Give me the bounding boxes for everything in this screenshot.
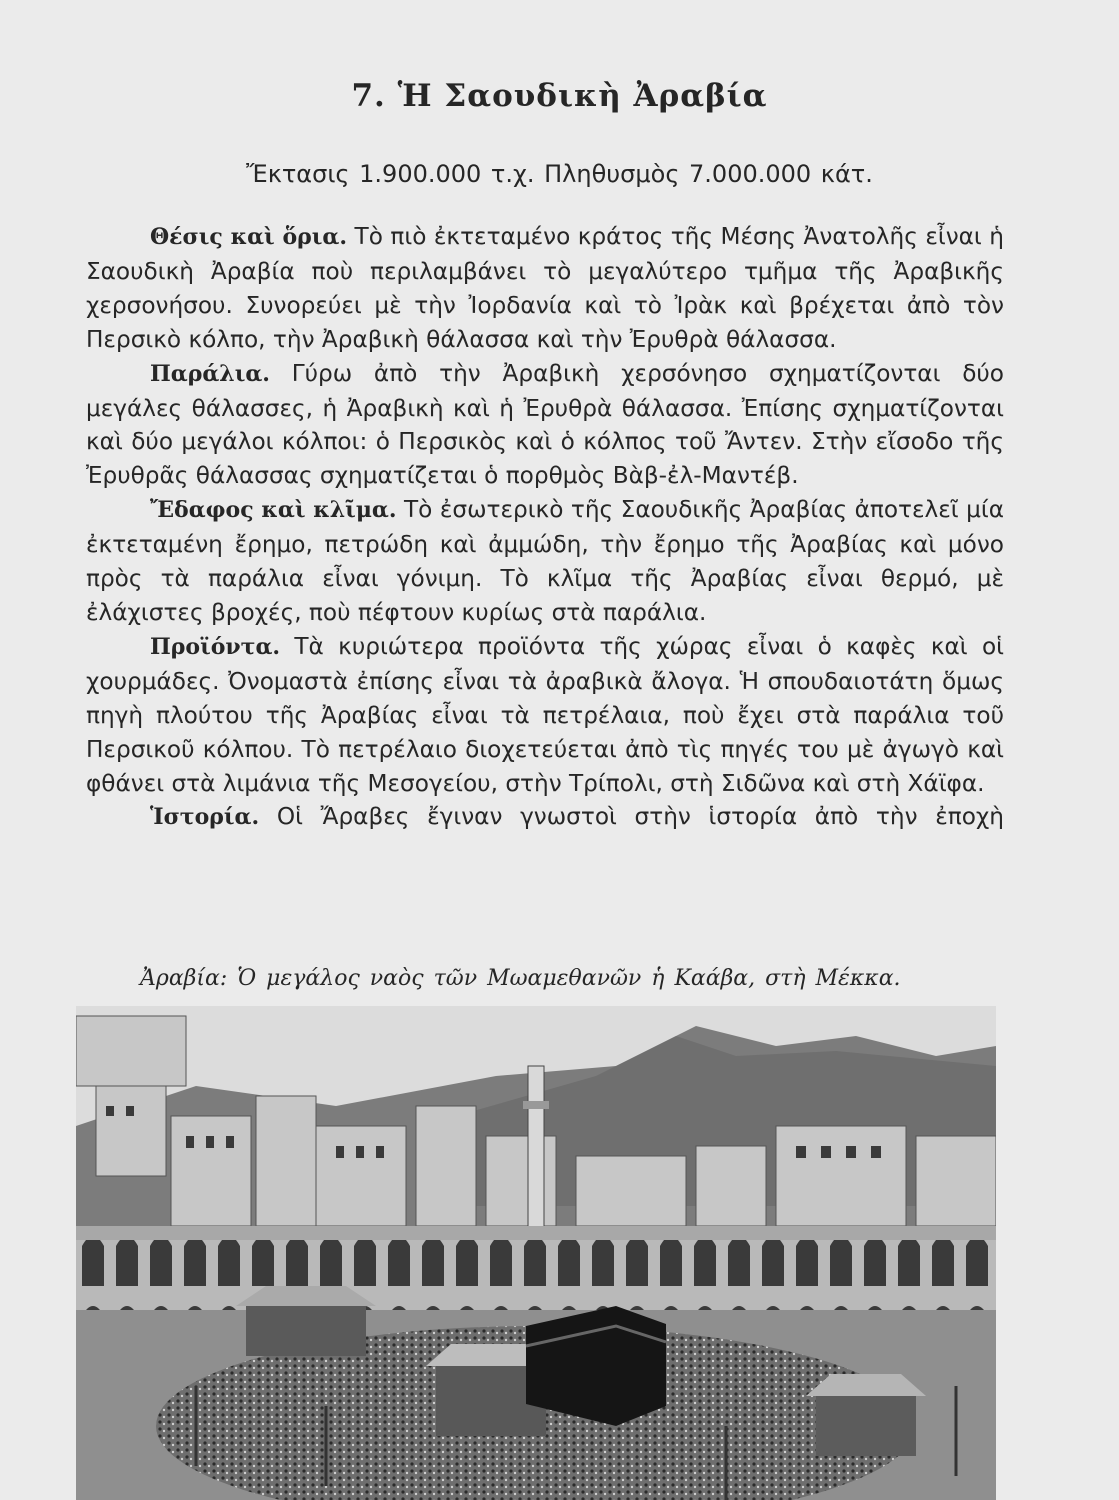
section-text: Τὸ πιὸ ἐκτεταμένο κράτος τῆς Μέσης Ἀνατολῆς εἶναι ἡ Σαουδικὴ Ἀραβία ποὺ περιλαμβάνει τὸ μεγαλύτερο τμῆμα τῆς Ἀραβικῆς χερσονήσου. Συνορεύει μὲ τὴν Ἰορδανία καὶ τὸ Ἰρὰκ καὶ βρέχεται ἀπὸ τὸν Περσικὸ κόλπο, τὴν Ἀραβικὴ θάλασσα καὶ τὴν Ἐρυθρὰ θάλασσα. [86,223,1004,353]
section-terrain-climate [86,493,1004,630]
body-text [86,220,1004,835]
section-history [86,800,1004,835]
kaaba-mecca-photo [76,1006,996,1500]
section-text: Γύρω ἀπὸ τὴν Ἀραβικὴ χερσόνησο σχηματίζονται δύο μεγάλες θάλασσες, ἡ Ἀραβικὴ καὶ ἡ Ἐρυθρὰ θάλασσα. Ἐπίσης σχηματίζονται καὶ δύο μεγάλοι κόλποι: ὁ Περσικὸς καὶ ὁ κόλπος τοῦ Ἄντεν. Στὴν εἴσοδο τῆς Ἐρυθρᾶς θάλασσας σχηματίζεται ὁ πορθμὸς Βὰβ-ἐλ-Μαντέβ. [86,359,1004,490]
section-heading: Ἔδαφος καὶ κλῖμα. [150,497,397,524]
section-heading: Θέσις καὶ ὅρια. [150,224,348,250]
section-text: Τὰ κυριώτερα προϊόντα τῆς χώρας εἶναι ὁ καφὲς καὶ οἱ χουρμάδες. Ὀνομαστὰ ἐπίσης εἶναι τὰ ἀραβικὰ ἄλογα. Ἡ σπουδαιοτάτη ὅμως πηγὴ πλούτου τῆς Ἀραβίας εἶναι τὰ πετρέλαια, ποὺ ἔχει στὰ παράλια τοῦ Περσικοῦ κόλπου. Τὸ πετρέλαιο διοχετεύεται ἀπὸ τὶς πηγές του μὲ ἀγωγὸ καὶ φθάνει στὰ λιμάνια τῆς Μεσογείου, στὴν Τρίπολι, στὴ Σιδῶνα καὶ στὴ Χάϊφα. [86,632,1004,797]
area-population-line: Ἔκτασις 1.900.000 τ.χ. Πληθυσμὸς 7.000.000 κάτ. [246,160,873,188]
section-coasts [86,357,1004,494]
photo-caption: Ἀραβία: Ὁ μεγάλος ναὸς τῶν Μωαμεθανῶν ἡ Καάβα, στὴ Μέκκα. [140,966,901,991]
section-heading: Παράλια. [150,360,270,387]
chapter-title: 7. Ἡ Σαουδικὴ Ἀραβία [351,78,768,114]
photo-illustration [76,1006,996,1500]
section-heading: Ἱστορία. [150,804,260,831]
section-products [86,630,1004,801]
section-heading: Προϊόντα. [150,633,281,660]
section-text: Τὸ ἐσωτερικὸ τῆς Σαουδικῆς Ἀραβίας ἀποτελεῖ μία ἐκτεταμένη ἔρημο, πετρώδη καὶ ἀμμώδη, τὴν ἔρημο τῆς Ἀραβίας καὶ μόνο πρὸς τὰ παράλια εἶναι γόνιμη. Τὸ κλῖμα τῆς Ἀραβίας εἶναι θερμό, μὲ ἐλάχιστες βροχές, ποὺ πέφτουν κυρίως στὰ παράλια. [86,496,1005,626]
section-text: Οἱ Ἄραβες ἔγιναν γνωστοὶ στὴν ἱστορία ἀπὸ τὴν ἐποχὴ [259,803,1004,831]
section-position-borders [86,220,1004,357]
